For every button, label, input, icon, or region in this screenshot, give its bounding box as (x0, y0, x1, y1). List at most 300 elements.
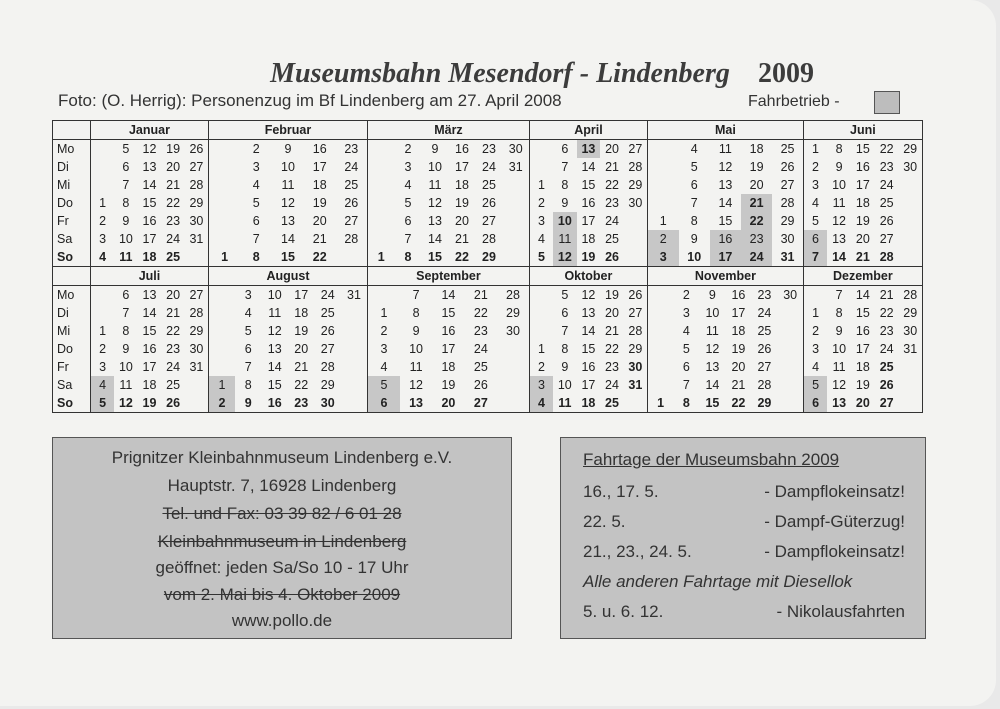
day-cell (647, 304, 673, 322)
day-cell: 1 (647, 394, 673, 413)
day-cell: 10 (261, 286, 288, 305)
day-cell (208, 322, 235, 340)
day-cell (208, 158, 240, 176)
weekday-label: Mo (53, 140, 91, 159)
day-cell (367, 230, 394, 248)
day-cell: 14 (281, 232, 295, 246)
day-cell (341, 394, 368, 413)
day-cell: 24 (314, 286, 341, 305)
day-cell (208, 340, 235, 358)
day-cell: 18 (855, 196, 870, 210)
day-cell: 6 (122, 160, 130, 174)
day-cell: 13 (577, 140, 601, 159)
day-cell: 20 (851, 394, 875, 413)
day-cell: 27 (624, 304, 648, 322)
day-cell: 29 (899, 140, 923, 159)
day-cell: 10 (428, 160, 442, 174)
day-cell: 9 (122, 342, 130, 356)
day-cell: 23 (288, 394, 315, 413)
day-cell: 21 (605, 160, 619, 174)
day-cell: 18 (581, 232, 596, 246)
day-cell: 4 (91, 376, 115, 394)
weekday-label: Di (53, 304, 91, 322)
day-cell: 10 (832, 342, 847, 356)
day-cell: 18 (731, 324, 746, 338)
day-cell: 13 (281, 214, 295, 228)
day-cell: 19 (455, 196, 469, 210)
page-title: Museumsbahn Mesendorf - Lindenberg (270, 58, 730, 89)
day-cell (208, 176, 240, 194)
day-cell: 16 (261, 394, 288, 413)
day-cell: 2 (208, 394, 235, 413)
day-cell (497, 340, 529, 358)
day-cell (341, 322, 368, 340)
day-cell: 26 (879, 214, 894, 228)
day-cell: 25 (605, 232, 619, 246)
day-cell: 17 (855, 178, 870, 192)
day-cell: 27 (482, 214, 496, 228)
day-cell: 26 (161, 394, 185, 413)
day-cell: 7 (122, 306, 130, 320)
day-cell: 23 (605, 196, 619, 210)
day-cell: 7 (244, 360, 252, 374)
month-header: August (208, 267, 367, 286)
day-cell: 15 (441, 306, 456, 320)
day-cell (529, 322, 553, 340)
day-cell: 28 (624, 158, 648, 176)
day-cell: 5 (404, 196, 412, 210)
day-cell: 21 (851, 248, 875, 267)
day-cell: 21 (741, 194, 772, 212)
day-cell: 31 (502, 158, 529, 176)
day-cell: 29 (185, 194, 209, 212)
day-cell: 31 (185, 358, 209, 376)
day-cell: 25 (600, 394, 624, 413)
day-cell: 7 (561, 324, 569, 338)
day-cell: 21 (166, 306, 181, 320)
day-cell: 15 (581, 178, 596, 192)
day-cell: 18 (312, 178, 327, 192)
day-cell: 15 (581, 342, 596, 356)
day-cell: 3 (803, 176, 827, 194)
fahrtage-desc: - Dampflokeinsatz! (764, 542, 905, 561)
day-cell (899, 248, 923, 267)
day-cell: 4 (803, 194, 827, 212)
day-cell: 24 (879, 178, 894, 192)
day-cell: 30 (497, 322, 529, 340)
day-cell: 20 (731, 360, 746, 374)
day-cell (899, 376, 923, 394)
day-cell: 24 (605, 214, 619, 228)
day-cell (502, 248, 529, 267)
day-cell (497, 376, 529, 394)
day-cell: 25 (320, 306, 335, 320)
day-cell (367, 194, 394, 212)
day-cell: 11 (114, 248, 138, 267)
day-cell: 12 (281, 196, 295, 210)
day-cell: 12 (577, 286, 601, 305)
day-cell: 30 (899, 322, 923, 340)
day-cell: 18 (455, 178, 469, 192)
day-cell: 14 (827, 248, 851, 267)
day-cell: 9 (699, 286, 725, 305)
day-cell: 11 (553, 394, 577, 413)
day-cell: 15 (699, 394, 725, 413)
day-cell: 27 (465, 394, 497, 413)
day-cell (899, 176, 923, 194)
day-cell (497, 358, 529, 376)
day-cell (899, 230, 923, 248)
day-cell: 16 (142, 342, 157, 356)
day-cell: 24 (336, 158, 368, 176)
day-cell: 27 (336, 212, 368, 230)
day-cell: 12 (832, 214, 846, 228)
weekday-label: Mo (53, 286, 91, 305)
day-cell: 22 (448, 248, 475, 267)
day-cell: 11 (281, 178, 295, 192)
day-cell: 5 (682, 342, 690, 356)
fahrtage-note: Alle anderen Fahrtage mit Diesellok (583, 572, 853, 591)
day-cell: 8 (561, 178, 569, 192)
weekday-label: So (53, 394, 91, 413)
day-cell: 25 (757, 324, 772, 338)
calendar-first-half (52, 120, 923, 267)
day-cell: 13 (138, 286, 162, 305)
day-cell: 6 (114, 286, 138, 305)
day-cell: 12 (553, 248, 577, 267)
day-cell: 9 (412, 324, 420, 338)
day-cell: 23 (879, 160, 894, 174)
day-cell: 14 (142, 178, 157, 192)
weekday-label: Mi (53, 322, 91, 340)
fahrtage-desc: - Dampflokeinsatz! (764, 482, 905, 501)
day-cell: 19 (577, 248, 601, 267)
day-cell: 26 (473, 378, 488, 392)
fahrtage-date: 5. u. 6. 12. (583, 602, 664, 621)
day-cell: 26 (879, 378, 894, 392)
day-cell: 26 (757, 342, 772, 356)
day-cell: 2 (394, 140, 421, 159)
day-cell: 16 (581, 196, 596, 210)
museum-period: vom 2. Mai bis 4. Oktober 2009 (163, 585, 401, 604)
day-cell: 9 (835, 160, 843, 174)
day-cell: 17 (142, 360, 157, 374)
day-cell: 26 (624, 286, 648, 305)
weekday-label: Do (53, 340, 91, 358)
day-cell: 25 (336, 176, 368, 194)
day-cell: 9 (122, 214, 130, 228)
day-cell: 10 (679, 248, 710, 267)
museum-line: Kleinbahnmuseum in Lindenberg (157, 532, 407, 551)
day-cell: 19 (312, 196, 327, 210)
day-cell (647, 194, 678, 212)
day-cell (803, 286, 827, 305)
day-cell: 3 (529, 376, 553, 394)
museum-website: www.pollo.de (231, 611, 333, 630)
day-cell: 7 (827, 286, 851, 305)
day-cell: 13 (832, 232, 846, 246)
day-cell: 29 (320, 378, 335, 392)
day-cell: 15 (142, 324, 157, 338)
day-cell: 8 (394, 248, 421, 267)
day-cell: 6 (690, 178, 698, 192)
day-cell: 24 (879, 342, 894, 356)
day-cell: 8 (690, 214, 698, 228)
day-cell: 5 (114, 140, 138, 159)
day-cell: 22 (875, 140, 899, 159)
day-cell: 21 (465, 286, 497, 305)
day-cell (777, 394, 803, 413)
day-cell: 19 (731, 342, 746, 356)
day-cell: 27 (624, 140, 648, 159)
day-cell: 1 (647, 212, 678, 230)
day-cell: 10 (118, 232, 133, 246)
day-cell: 27 (879, 232, 894, 246)
fahrtage-heading: Fahrtage der Museumsbahn 2009 (583, 450, 840, 469)
day-cell: 21 (605, 324, 619, 338)
day-cell: 4 (803, 358, 827, 376)
day-cell: 19 (138, 394, 162, 413)
day-cell (367, 158, 394, 176)
day-cell (341, 340, 368, 358)
day-cell (497, 394, 529, 413)
day-cell: 2 (803, 158, 827, 176)
day-cell: 13 (718, 178, 733, 192)
day-cell (91, 286, 115, 305)
day-cell: 16 (441, 324, 456, 338)
day-cell: 1 (91, 194, 115, 212)
day-cell: 18 (441, 360, 456, 374)
day-cell (367, 212, 394, 230)
day-cell: 31 (772, 248, 803, 267)
day-cell: 29 (185, 322, 209, 340)
day-cell: 2 (647, 230, 678, 248)
day-cell (502, 194, 529, 212)
day-cell (529, 286, 553, 305)
day-cell: 25 (161, 248, 185, 267)
day-cell: 3 (252, 160, 260, 174)
day-cell: 11 (409, 360, 423, 374)
day-cell: 22 (166, 324, 181, 338)
day-cell: 21 (312, 232, 327, 246)
day-cell: 2 (91, 340, 115, 358)
day-cell (341, 376, 368, 394)
day-cell: 29 (624, 176, 648, 194)
day-cell: 4 (252, 178, 260, 192)
day-cell: 13 (267, 342, 282, 356)
day-cell (647, 322, 673, 340)
day-cell: 17 (581, 214, 596, 228)
day-cell: 6 (682, 360, 690, 374)
day-cell: 20 (749, 178, 764, 192)
day-cell: 30 (624, 194, 648, 212)
day-cell: 28 (757, 378, 772, 392)
day-cell: 17 (581, 378, 596, 392)
day-cell: 16 (142, 214, 157, 228)
day-cell: 24 (166, 360, 181, 374)
day-cell (208, 358, 235, 376)
day-cell (529, 140, 553, 159)
day-cell: 22 (605, 178, 619, 192)
day-cell (185, 376, 209, 394)
day-cell: 14 (267, 360, 282, 374)
day-cell (208, 304, 235, 322)
day-cell: 13 (400, 394, 432, 413)
day-cell (624, 394, 648, 413)
day-cell: 26 (772, 158, 803, 176)
day-cell (777, 376, 803, 394)
day-cell (502, 212, 529, 230)
day-cell: 1 (208, 376, 235, 394)
weekday-label: Sa (53, 230, 91, 248)
day-cell: 9 (835, 324, 843, 338)
day-cell: 28 (482, 232, 496, 246)
day-cell: 9 (421, 140, 448, 159)
day-cell: 28 (875, 248, 899, 267)
day-cell: 12 (138, 140, 162, 159)
day-cell: 15 (272, 248, 304, 267)
month-header: März (367, 121, 529, 140)
day-cell: 16 (304, 140, 336, 159)
day-cell: 31 (624, 376, 648, 394)
day-cell: 25 (879, 196, 894, 210)
day-cell: 23 (166, 342, 181, 356)
day-cell (367, 176, 394, 194)
day-cell: 14 (428, 232, 442, 246)
day-cell: 5 (803, 212, 827, 230)
day-cell: 22 (725, 394, 751, 413)
day-cell: 28 (899, 286, 923, 305)
day-cell (208, 194, 240, 212)
day-cell: 25 (772, 140, 803, 159)
day-cell: 30 (777, 286, 803, 305)
day-cell: 30 (899, 158, 923, 176)
day-cell: 11 (832, 360, 846, 374)
day-cell: 19 (749, 160, 764, 174)
day-cell: 8 (244, 378, 252, 392)
day-cell: 1 (529, 176, 553, 194)
day-cell (647, 358, 673, 376)
day-cell: 23 (751, 286, 777, 305)
day-cell: 4 (679, 140, 710, 159)
day-cell: 1 (208, 248, 240, 267)
day-cell: 25 (879, 360, 894, 374)
day-cell: 5 (244, 324, 252, 338)
day-cell: 6 (244, 342, 252, 356)
day-cell: 19 (161, 140, 185, 159)
day-cell: 18 (577, 394, 601, 413)
day-cell (336, 248, 368, 267)
day-cell: 8 (561, 342, 569, 356)
day-cell (647, 376, 673, 394)
day-cell: 23 (475, 140, 502, 159)
day-cell: 15 (267, 378, 282, 392)
day-cell: 22 (879, 306, 894, 320)
day-cell: 15 (851, 140, 875, 159)
day-cell: 12 (114, 394, 138, 413)
day-cell: 2 (367, 322, 399, 340)
day-cell: 8 (827, 140, 851, 159)
day-cell: 5 (367, 376, 399, 394)
month-header: April (529, 121, 647, 140)
day-cell: 8 (240, 248, 272, 267)
day-cell: 22 (294, 378, 309, 392)
day-cell (91, 158, 115, 176)
day-cell: 6 (803, 394, 827, 413)
day-cell: 9 (561, 360, 569, 374)
month-header: Dezember (803, 267, 922, 286)
day-cell: 12 (705, 342, 720, 356)
day-cell (647, 176, 678, 194)
day-cell: 5 (91, 394, 115, 413)
day-cell: 26 (336, 194, 368, 212)
day-cell: 1 (367, 248, 394, 267)
day-cell: 8 (122, 196, 130, 210)
day-cell: 30 (185, 340, 209, 358)
day-cell (647, 158, 678, 176)
day-cell (777, 358, 803, 376)
day-cell: 2 (529, 194, 553, 212)
day-cell: 20 (161, 286, 185, 305)
day-cell (502, 176, 529, 194)
day-cell: 21 (294, 360, 309, 374)
month-header: Mai (647, 121, 803, 140)
day-cell: 20 (600, 140, 624, 159)
fahrtage-date: 16., 17. 5. (583, 482, 659, 501)
day-cell: 28 (497, 286, 529, 305)
day-cell: 14 (851, 286, 875, 305)
day-cell: 30 (502, 140, 529, 159)
fahrtage-date: 21., 23., 24. 5. (583, 542, 692, 561)
day-cell: 9 (690, 232, 698, 246)
day-cell: 22 (166, 196, 181, 210)
day-cell (777, 304, 803, 322)
museum-info-box (52, 437, 512, 639)
day-cell: 30 (185, 212, 209, 230)
day-cell: 15 (142, 196, 157, 210)
day-cell: 10 (281, 160, 295, 174)
day-cell: 7 (400, 286, 432, 305)
month-header: November (647, 267, 803, 286)
day-cell: 29 (497, 304, 529, 322)
day-cell (624, 248, 648, 267)
day-cell: 10 (409, 342, 423, 356)
day-cell: 6 (404, 214, 412, 228)
day-cell: 24 (473, 342, 488, 356)
day-cell: 23 (473, 324, 488, 338)
day-cell: 16 (725, 286, 751, 305)
day-cell: 2 (240, 140, 272, 159)
day-cell: 8 (122, 324, 130, 338)
day-cell: 28 (772, 194, 803, 212)
day-cell: 8 (412, 306, 420, 320)
day-cell (185, 394, 209, 413)
day-cell: 6 (252, 214, 260, 228)
day-cell (502, 230, 529, 248)
day-cell: 14 (705, 378, 720, 392)
day-cell: 5 (803, 376, 827, 394)
day-cell: 16 (855, 160, 870, 174)
day-cell: 19 (600, 286, 624, 305)
day-cell: 5 (690, 160, 698, 174)
day-cell: 13 (827, 394, 851, 413)
day-cell: 1 (803, 140, 827, 159)
day-cell: 15 (855, 306, 870, 320)
day-cell: 28 (336, 230, 368, 248)
day-cell: 21 (166, 178, 181, 192)
day-cell (899, 358, 923, 376)
day-cell (647, 340, 673, 358)
